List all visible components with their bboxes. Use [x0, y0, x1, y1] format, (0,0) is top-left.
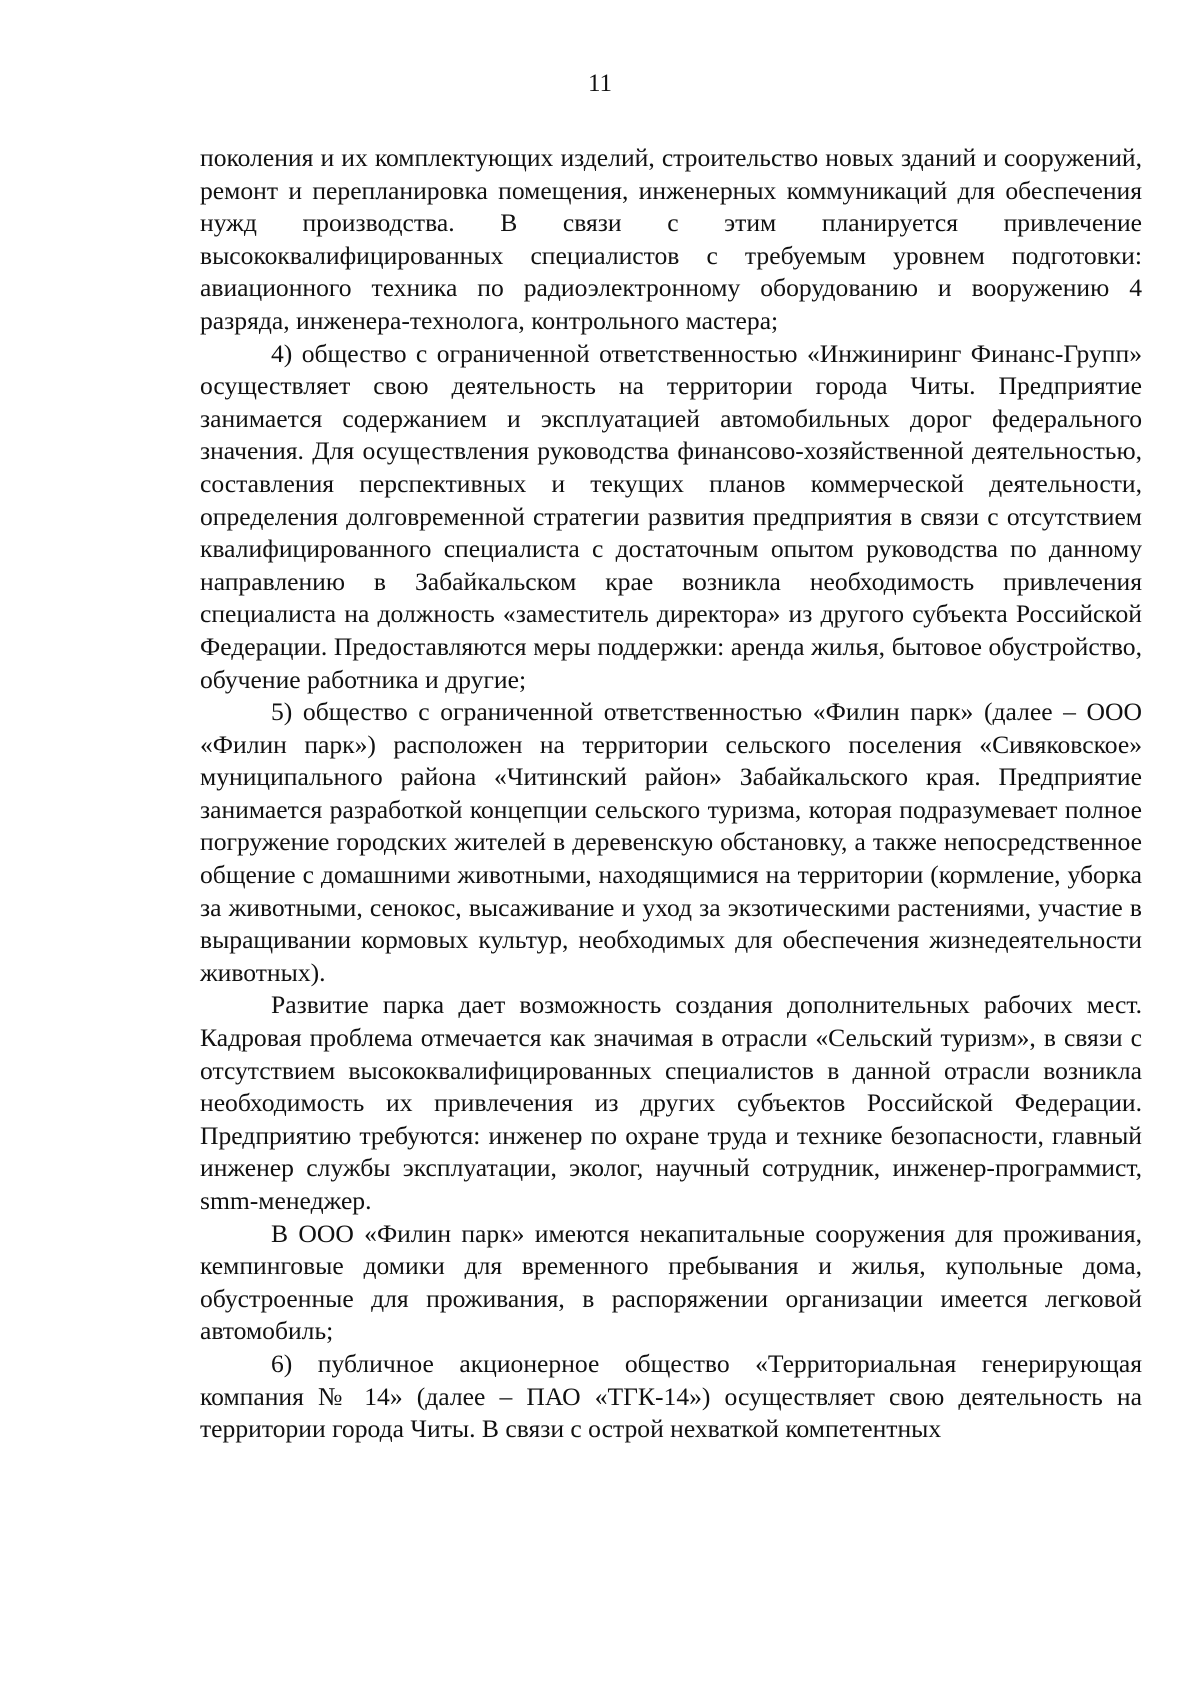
page-number: 11	[587, 70, 613, 97]
document-body	[200, 142, 1142, 1446]
paragraph-item-5: 5) общество с ограниченной ответственностью «Филин парк» (далее – ООО «Филин парк») расположен на территории сельского поселения «Сивяковское» муниципального района «Читинский район» Забайкальского края. Предприятие занимается разработкой концепции сельского туризма, которая подразумевает полное погружение городских жителей в деревенскую обстановку, а также непосредственное общение с домашними животными, находящимися на территории (кормление, уборка за животными, сенокос, высаживание и уход за экзотическими растениями, участие в выращивании кормовых культур, необходимых для обеспечения жизнедеятельности животных).	[200, 697, 1142, 987]
paragraph-park-facilities: В ООО «Филин парк» имеются некапитальные сооружения для проживания, кемпинговые домики для временного пребывания и жилья, купольные дома, обустроенные для проживания, в распоряжении организации имеется легковой автомобиль;	[200, 1218, 1142, 1346]
paragraph-continuation: поколения и их комплектующих изделий, строительство новых зданий и сооружений, ремонт и перепланировка помещения, инженерных коммуникаций для обеспечения нужд производства. В связи с этим планируется привлечение высококвалифицированных специалистов с требуемым уровнем подготовки: авиационного техника по радиоэлектронному оборудованию и вооружению 4 разряда, инженера-технолога, контрольного мастера;	[200, 143, 1142, 335]
paragraph-item-6: 6) публичное акционерное общество «Территориальная генерирующая компания № 14» (далее – ПАО «ТГК-14») осуществляет свою деятельность на территории города Читы. В связи с острой нехваткой компетентных	[200, 1348, 1142, 1444]
paragraph-item-4: 4) общество с ограниченной ответственностью «Инжиниринг Финанс-Групп» осуществляет свою деятельность на территории города Читы. Предприятие занимается содержанием и эксплуатацией автомобильных дорог федерального значения. Для осуществления руководства финансово-хозяйственной деятельностью, составления перспективных и текущих планов коммерческой деятельности, определения долговременной стратегии развития предприятия в связи с отсутствием квалифицированного специалиста с достаточным опытом руководства по данному направлению в Забайкальском крае возникла необходимость привлечения специалиста на должность «заместитель директора» из другого субъекта Российской Федерации. Предоставляются меры поддержки: аренда жилья, бытовое обустройство, обучение работника и другие;	[200, 338, 1142, 694]
paragraph-park-development: Развитие парка дает возможность создания дополнительных рабочих мест. Кадровая проблема отмечается как значимая в отрасли «Сельский туризм», в связи с отсутствием высококвалифицированных специалистов в данной отрасли возникла необходимость их привлечения из других субъектов Российской Федерации. Предприятию требуются: инженер по охране труда и технике безопасности, главный инженер службы эксплуатации, эколог, научный сотрудник, инженер-программист, smm-менеджер.	[200, 990, 1142, 1215]
